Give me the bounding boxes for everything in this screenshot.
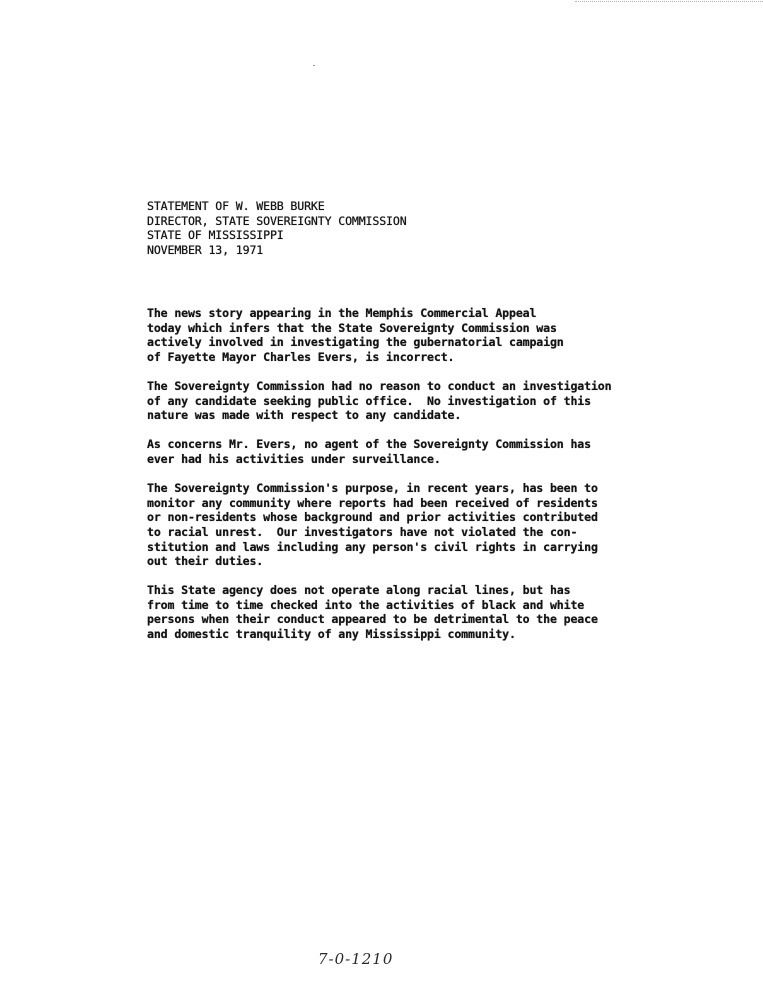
scan-edge-dots [575,1,763,2]
body-line: of Fayette Mayor Charles Evers, is incorrect. [147,349,455,364]
paragraph-evers [147,437,667,466]
body-line: or non-residents whose background and prior activities contributed [147,510,598,525]
body-line: nature was made with respect to any candidate. [147,408,462,423]
body-line: persons when their conduct appeared to be detrimental to the peace [147,612,598,627]
body-line: out their duties. [147,554,264,569]
body-line: ever had his activities under surveillance. [147,451,441,466]
body-line: actively involved in investigating the gubernatorial campaign [147,335,564,350]
body-line: of any candidate seeking public office. No investigation of this [147,393,591,408]
header-line-date: NOVEMBER 13, 1971 [147,242,264,257]
body-line: As concerns Mr. Evers, no agent of the Sovereignty Commission has [147,437,591,452]
header-line-director: DIRECTOR, STATE SOVEREIGNTY COMMISSION [147,213,407,228]
body-line: and domestic tranquility of any Mississippi community. [147,627,516,642]
paragraph-purpose [147,481,667,569]
body-line: to racial unrest. Our investigators have not violated the con- [147,524,578,539]
body-line: This State agency does not operate along racial lines, but has [147,583,571,598]
body-line: monitor any community where reports had been received of residents [147,495,598,510]
body-line: The Sovereignty Commission's purpose, in recent years, has been to [147,481,598,496]
body-line: today which infers that the State Sovereignty Commission was [147,320,557,335]
header-line-title: STATEMENT OF W. WEBB BURKE [147,199,325,213]
scan-speck [313,65,315,66]
paragraph-agency [147,583,667,641]
body-line: The news story appearing in the Memphis Commercial Appeal [147,306,537,320]
handwritten-document-number: 7-0-1210 [318,950,394,968]
statement-header [147,199,407,257]
statement-body [147,306,667,656]
paragraph-no-investigation [147,379,667,423]
paragraph-news-story [147,306,667,364]
body-line: from time to time checked into the activities of black and white [147,597,585,612]
body-line: stitution and laws including any person's civil rights in carrying [147,539,598,554]
header-line-state: STATE OF MISSISSIPPI [147,228,284,243]
body-line: The Sovereignty Commission had no reason to conduct an investigation [147,378,612,393]
